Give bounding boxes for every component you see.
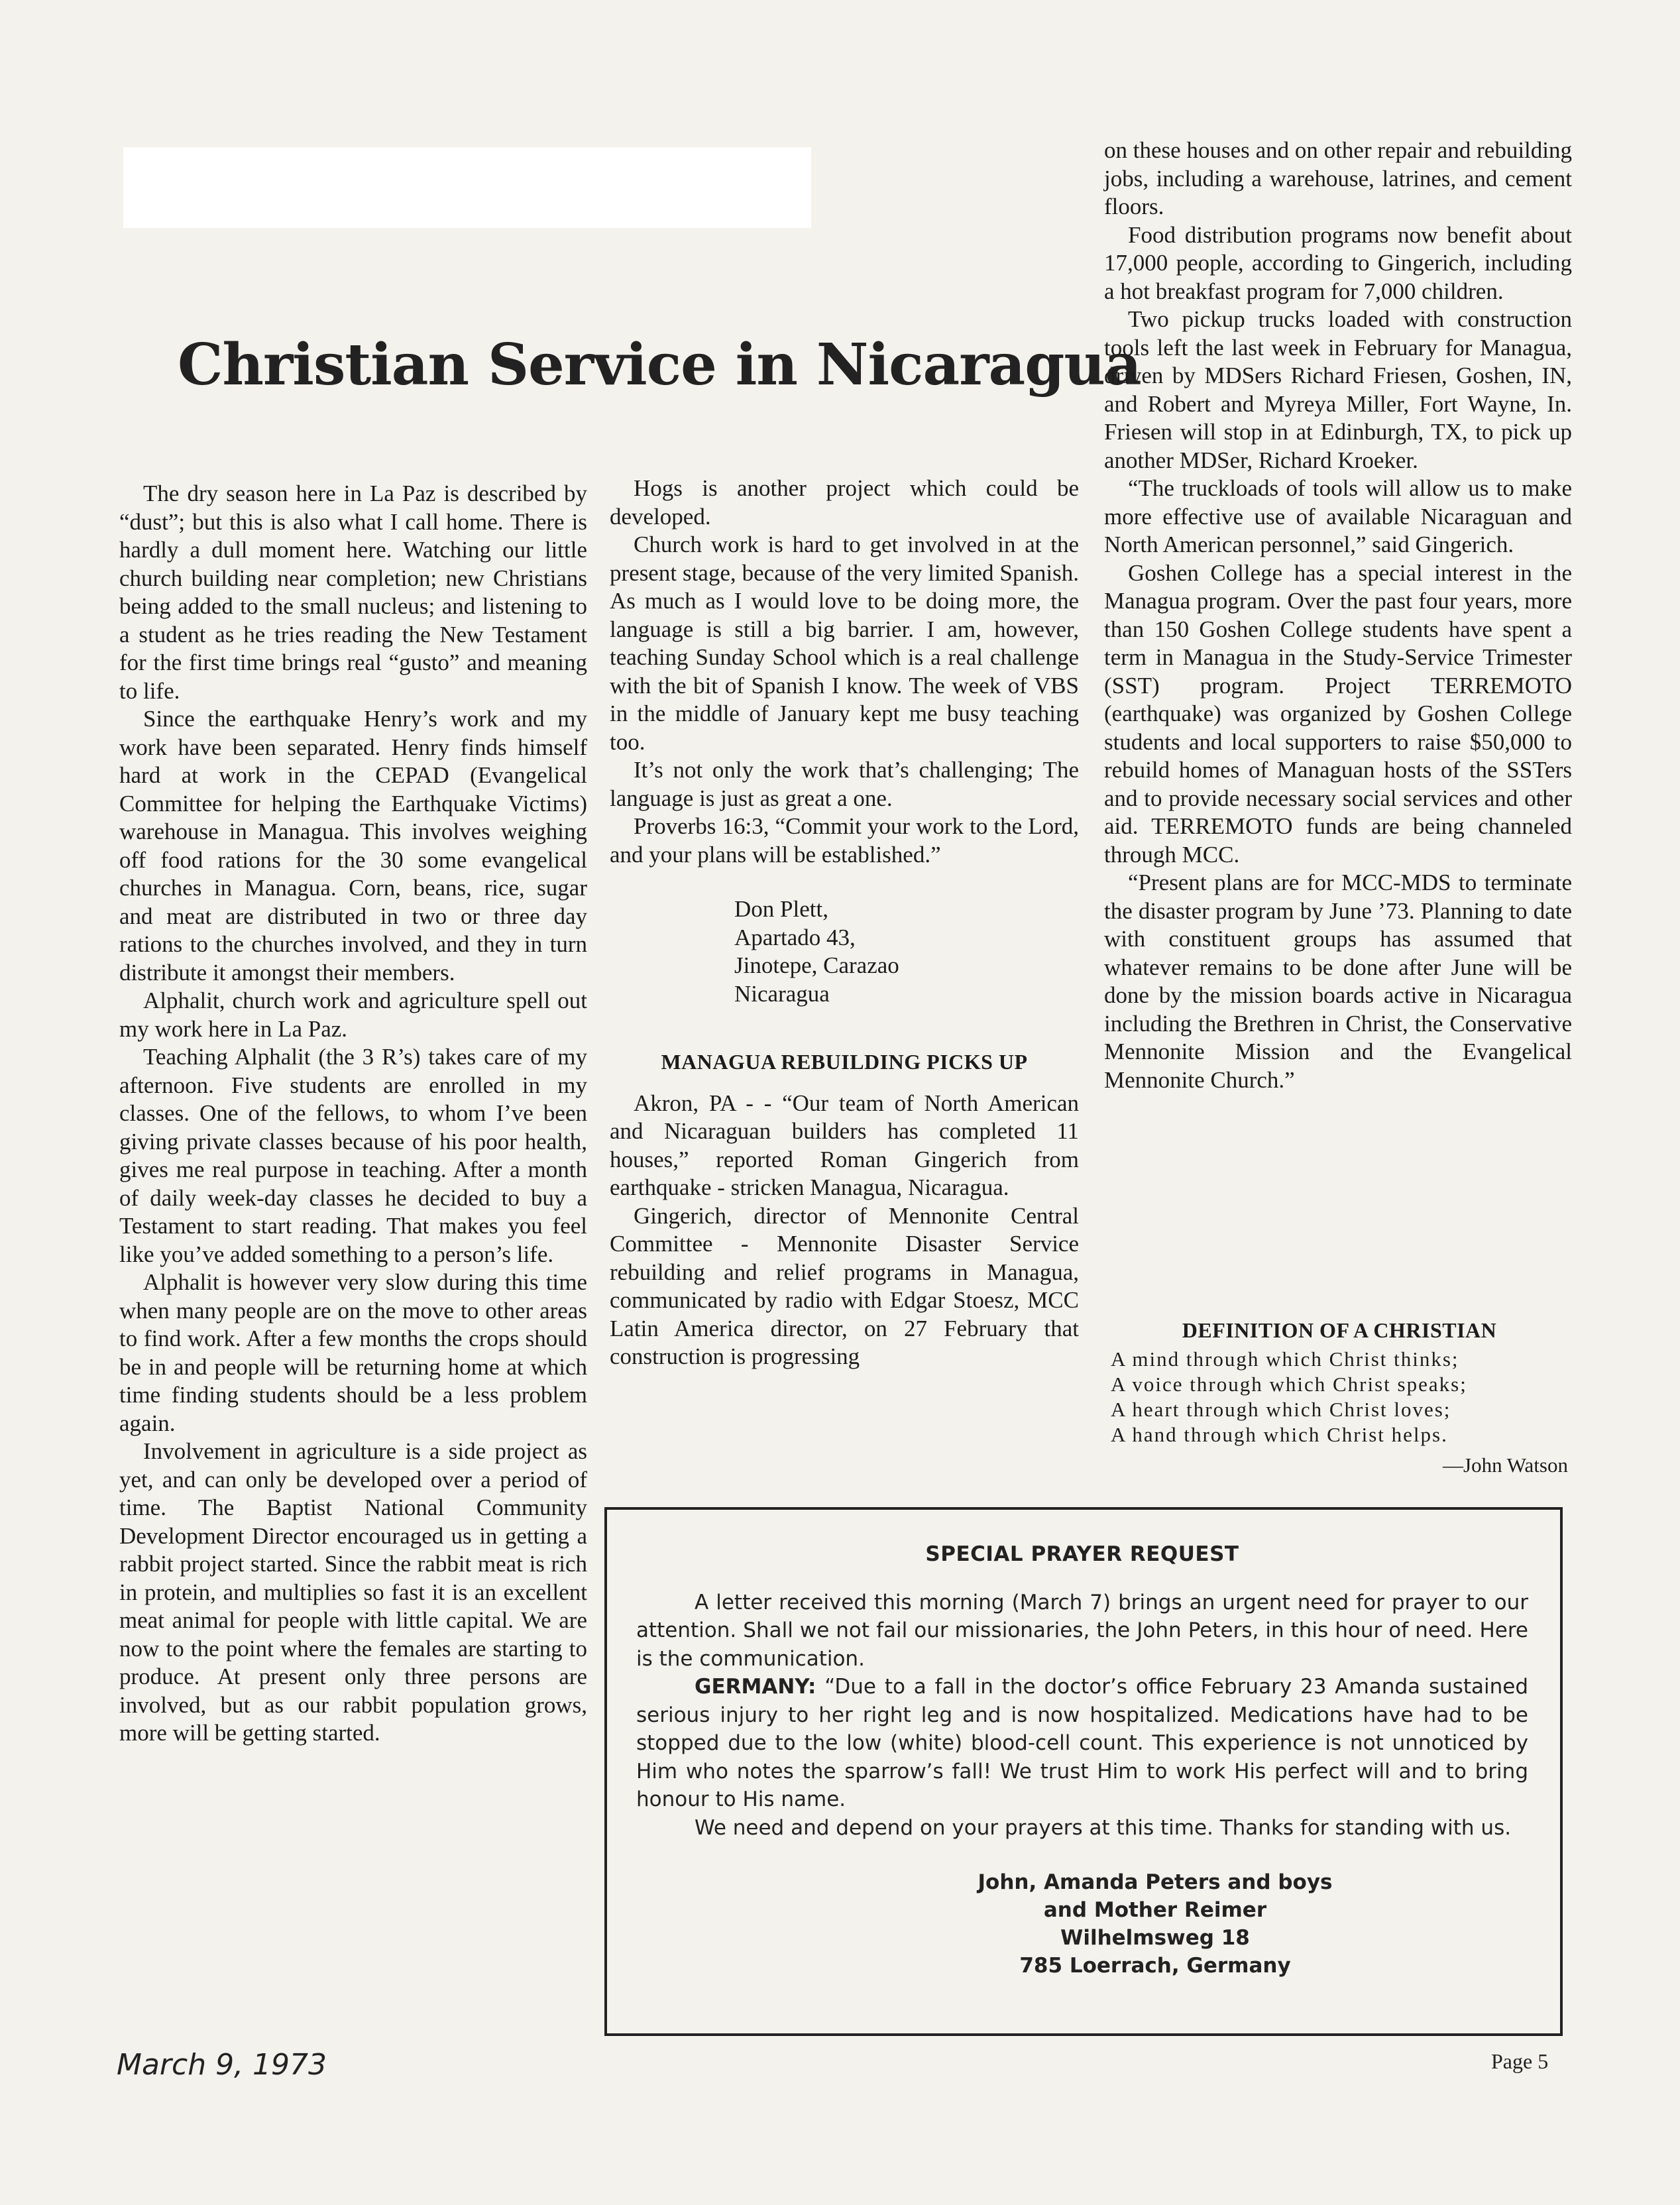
issue-date: March 9, 1973 [117, 2048, 327, 2082]
prayer-request-box [604, 1507, 1563, 2036]
quote-label: GERMANY: [695, 1675, 816, 1699]
paragraph: Church work is hard to get involved in at the present stage, because of the very limited Spanish. As much as I would love to be doing more, the language is still a big barrier. I am, however, teaching Sunday School which is a real challenge with the bit of Spanish I know. The week of VBS in the middle of January kept me busy teaching too. [610, 532, 1079, 755]
paragraph: Alphalit, church work and agriculture spell out my work here in La Paz. [119, 988, 587, 1042]
paragraph: on these houses and on other repair and rebuilding jobs, including a warehouse, latrines, and cement floors. [1104, 137, 1572, 219]
column-3 [1104, 137, 1572, 1094]
paragraph: Gingerich, director of Mennonite Central Committee - Mennonite Disaster Service rebuilding and relief programs in Managua, communicated by radio with Edgar Stoesz, MCC Latin America director, on 27 February that construction is progressing [610, 1202, 1079, 1369]
definition-line: A heart through which Christ loves; [1111, 1398, 1451, 1421]
signature-line: Apartado 43, [734, 924, 856, 950]
paragraph: Two pickup trucks loaded with construction tools left the last week in February for Managua, driven by MDSers Richard Friesen, Goshen, IN, and Robert and Myreya Miller, Fort Wayne, In. Friesen will stop in at Edinburgh, TX, to pick up another MDSer, Richard Kroeker. [1104, 306, 1572, 473]
paragraph: Alphalit is however very slow during this time when many people are on the move to other areas to find work. After a few months the crops should be in and people will be returning home at which time finding students should be a less problem again. [119, 1269, 587, 1436]
paragraph: Food distribution programs now benefit about 17,000 people, according to Gingerich, including a hot breakfast program for 7,000 children. [1104, 221, 1572, 304]
paragraph: The dry season here in La Paz is described by “dust”; but this is also what I call home. There is hardly a dull moment here. Watching our little church building near completion; new Christians being added to the small nucleus; and listening to a student as he tries reading the New Testament for the first time brings real “gusto” and meaning to life. [119, 481, 587, 704]
definition-line: A hand through which Christ helps. [1111, 1423, 1448, 1446]
paragraph: It’s not only the work that’s challenging; The language is just as great a one. [610, 757, 1079, 811]
signature-line: and Mother Reimer [1043, 1898, 1267, 1922]
rebuilding-heading: MANAGUA REBUILDING PICKS UP [661, 1050, 1028, 1074]
definition-block [1111, 1318, 1568, 1478]
paragraph: Since the earthquake Henry’s work and my work have been separated. Henry finds himself hard at work in the CEPAD (Evangelical Committee for helping the Earthquake Victims) warehouse in Managua. This involves weighing off food rations for the 30 some evangelical churches in Managua. Corn, beans, rice, sugar and meat are distributed in two or three day rations to the churches involved, and they in turn distribute it amongst their members. [119, 706, 587, 986]
paragraph: Goshen College has a special interest in the Managua program. Over the past four years, more than 150 Goshen College students have spent a term in Managua in the Study-Service Trimester (SST) program. Project TERREMOTO (earthquake) was organized by Goshen College students and local supporters to raise $50,000 to rebuild homes of Managuan hosts of the SSTers and to provide necessary social services and other aid. TERREMOTO funds are being channeled through MCC. [1104, 559, 1572, 868]
paragraph: Involvement in agriculture is a side project as yet, and can only be developed over a period of time. The Baptist National Community Development Director encouraged us in getting a rabbit project started. Since the rabbit meat is rich in protein, and multiplies so fast it is an excellent meat animal for people with little capital. We are now to the point where the females are starting to produce. At present only three persons are involved, but as our rabbit population grows, more will be getting started. [119, 1438, 587, 1746]
prayer-quote [636, 1673, 1528, 1814]
signature-line: 785 Loerrach, Germany [1019, 1954, 1291, 1978]
paragraph: Hogs is another project which could be developed. [610, 475, 1079, 530]
definition-line: A mind through which Christ thinks; [1111, 1347, 1459, 1371]
paragraph: Teaching Alphalit (the 3 R’s) takes care of my afternoon. Five students are enrolled in my classes. One of the fellows, to whom I’ve been giving private classes because of his poor health, gives me real purpose in teaching. After a month of daily week-day classes he decided to buy a Testament to start reading. That makes you feel like you’ve added something to a person’s life. [119, 1044, 587, 1267]
paragraph: Proverbs 16:3, “Commit your work to the Lord, and your plans will be established.” [610, 813, 1079, 868]
author-signature [734, 895, 1079, 1008]
redacted-area [123, 147, 811, 228]
paragraph: “Present plans are for MCC-MDS to terminate the disaster program by June ’73. Planning to date with constituent groups has assumed that whatever remains to be done after June will be done by the mission boards active in Nicaragua including the Brethren in Christ, the Conservative Mennonite Mission and the Evangelical Mennonite Church.” [1104, 870, 1572, 1093]
prayer-signature [782, 1868, 1528, 1980]
quote-text: “Due to a fall in the doctor’s office February 23 Amanda sustained serious injury to her right leg and is now hospitalized. Medications have had to be stopped due to the low (white) blood-cell count. This experience is not unnoticed by Him who notes the sparrow’s fall! We trust Him to work His perfect will and to bring honour to His name. [636, 1675, 1528, 1811]
signature-line: Wilhelmsweg 18 [1060, 1926, 1250, 1950]
signature-line: John, Amanda Peters and boys [978, 1870, 1333, 1894]
signature-line: Jinotepe, Carazao [734, 952, 899, 978]
definition-attribution: —John Watson [1443, 1453, 1568, 1477]
prayer-intro: A letter received this morning (March 7) brings an urgent need for prayer to our attention. Shall we not fail our missionaries, the John Peters, in this hour of need. Here is the communication. [636, 1590, 1528, 1671]
paragraph: Akron, PA - - “Our team of North American and Nicaraguan builders has completed 11 houses,” reported Roman Gingerich from earthquake - stricken Managua, Nicaragua. [610, 1090, 1079, 1200]
article-title: Christian Service in Nicaragua [178, 331, 1141, 398]
signature-line: Nicaragua [734, 980, 830, 1007]
prayer-heading: SPECIAL PRAYER REQUEST [925, 1542, 1239, 1566]
signature-line: Don Plett, [734, 896, 828, 922]
column-2 [610, 475, 1079, 1371]
prayer-closing: We need and depend on your prayers at this time. Thanks for standing with us. [695, 1815, 1512, 1840]
column-1 [119, 480, 587, 1748]
definition-line: A voice through which Christ speaks; [1111, 1373, 1467, 1396]
definition-heading: DEFINITION OF A CHRISTIAN [1182, 1318, 1497, 1342]
paragraph: “The truckloads of tools will allow us to make more effective use of available Nicaraguan and North American personnel,” said Gingerich. [1104, 475, 1572, 557]
page-number: Page 5 [1491, 2049, 1549, 2073]
